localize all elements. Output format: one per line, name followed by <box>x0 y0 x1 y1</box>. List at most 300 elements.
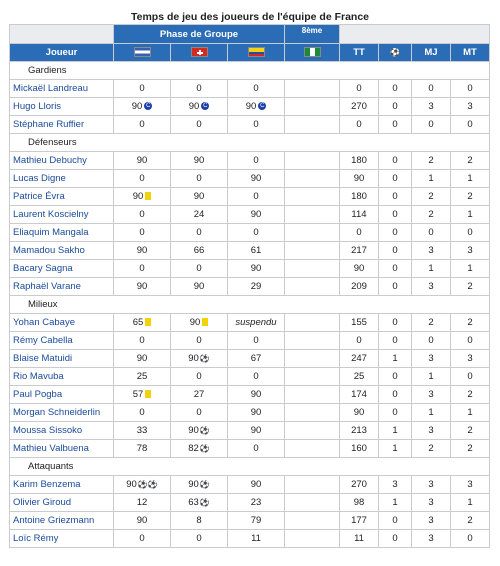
matches-played-cell: 3 <box>412 98 451 116</box>
minutes-value: 90 <box>126 479 137 490</box>
minutes-value: 90 <box>250 263 262 274</box>
matches-played-cell: 3 <box>412 530 451 548</box>
matches-started-cell: 2 <box>451 188 490 206</box>
table-row <box>10 422 490 440</box>
total-time-cell: 0 <box>340 80 379 98</box>
matches-played-cell: 2 <box>412 152 451 170</box>
player-name-link[interactable]: Rémy Cabella <box>10 332 114 350</box>
table-row <box>10 116 490 134</box>
match-minutes-cell <box>171 80 228 98</box>
player-name-link[interactable]: Morgan Schneiderlin <box>10 404 114 422</box>
minutes-value: 90 <box>250 479 262 490</box>
total-time-cell: 160 <box>340 440 379 458</box>
goal-ball-icon: ⚽ <box>199 444 210 453</box>
minutes-value: 90 <box>136 245 148 256</box>
player-name-link[interactable]: Karim Benzema <box>10 476 114 494</box>
round-of-16-header: 8ème <box>285 25 340 44</box>
match-minutes-cell <box>228 440 285 458</box>
table-row <box>10 350 490 368</box>
section-row <box>10 458 490 476</box>
minutes-value: 0 <box>139 407 145 418</box>
minutes-value: 57 <box>132 389 144 400</box>
minutes-value: 78 <box>136 443 148 454</box>
matches-started-cell: 3 <box>451 242 490 260</box>
minutes-value: 90 <box>136 515 148 526</box>
minutes-value: 0 <box>139 335 145 346</box>
total-time-cell: 180 <box>340 188 379 206</box>
matches-started-cell: 2 <box>451 512 490 530</box>
minutes-value: 90 <box>245 101 257 112</box>
yellow-card-icon <box>145 318 151 326</box>
round16-minutes-cell <box>285 368 340 386</box>
minutes-value: 0 <box>253 227 259 238</box>
minutes-value: 0 <box>253 155 259 166</box>
goal-ball-icon: ⚽ <box>199 426 210 435</box>
match-minutes-cell <box>114 260 171 278</box>
minutes-value: 0 <box>196 119 202 130</box>
minutes-value: 90 <box>193 155 205 166</box>
match-minutes-cell <box>228 494 285 512</box>
captain-icon: C <box>260 103 265 110</box>
match-minutes-cell <box>228 404 285 422</box>
round16-minutes-cell <box>285 494 340 512</box>
header-blank-right <box>340 25 490 44</box>
match-minutes-cell <box>171 332 228 350</box>
goals-cell: 0 <box>379 152 412 170</box>
round16-minutes-cell <box>285 440 340 458</box>
goals-cell: 0 <box>379 170 412 188</box>
matches-played-cell: 3 <box>412 278 451 296</box>
minutes-value: 90 <box>188 101 200 112</box>
yellow-card-icon <box>145 390 151 398</box>
match-minutes-cell <box>114 332 171 350</box>
table-row <box>10 242 490 260</box>
matches-started-cell: 0 <box>451 80 490 98</box>
player-name-link[interactable]: Mamadou Sakho <box>10 242 114 260</box>
player-name-link[interactable]: Blaise Matuidi <box>10 350 114 368</box>
match-minutes-cell <box>228 80 285 98</box>
player-name-link[interactable]: Bacary Sagna <box>10 260 114 278</box>
minutes-value: 0 <box>139 227 145 238</box>
matches-started-cell: 2 <box>451 314 490 332</box>
minutes-value: 11 <box>251 533 261 544</box>
total-time-cell: 180 <box>340 152 379 170</box>
matches-started-cell: 0 <box>451 332 490 350</box>
table-row <box>10 386 490 404</box>
honduras-flag-icon <box>134 47 151 57</box>
match-minutes-cell <box>114 404 171 422</box>
match-minutes-cell <box>114 152 171 170</box>
match-minutes-cell <box>228 170 285 188</box>
match-minutes-cell <box>228 98 285 116</box>
round16-minutes-cell <box>285 98 340 116</box>
table-row <box>10 314 490 332</box>
playing-time-table <box>9 24 490 548</box>
match-minutes-cell <box>114 512 171 530</box>
minutes-value: 0 <box>196 335 202 346</box>
goals-cell: 0 <box>379 242 412 260</box>
table-row <box>10 368 490 386</box>
matches-played-cell: 3 <box>412 476 451 494</box>
match-minutes-cell <box>228 350 285 368</box>
match-minutes-cell <box>171 512 228 530</box>
minutes-value: 65 <box>132 317 144 328</box>
match-minutes-cell <box>114 206 171 224</box>
minutes-value: 0 <box>196 533 202 544</box>
player-name-link[interactable]: Laurent Koscielny <box>10 206 114 224</box>
goals-cell: 0 <box>379 224 412 242</box>
matches-started-cell: 2 <box>451 440 490 458</box>
minutes-value: 0 <box>139 209 145 220</box>
match-minutes-cell <box>114 278 171 296</box>
matches-started-cell: 0 <box>451 530 490 548</box>
section-label: Défenseurs <box>10 134 490 152</box>
matches-started-cell: 3 <box>451 476 490 494</box>
table-row <box>10 332 490 350</box>
matches-played-cell: 3 <box>412 350 451 368</box>
matches-started-cell: 3 <box>451 350 490 368</box>
player-name-link[interactable]: Lucas Digne <box>10 170 114 188</box>
matches-started-cell: 2 <box>451 386 490 404</box>
round16-minutes-cell <box>285 530 340 548</box>
match-minutes-cell <box>171 350 228 368</box>
total-time-cell: 0 <box>340 224 379 242</box>
match-minutes-cell <box>171 386 228 404</box>
total-time-cell: 90 <box>340 170 379 188</box>
match-minutes-cell <box>171 170 228 188</box>
player-name-link[interactable]: Olivier Giroud <box>10 494 114 512</box>
match-minutes-cell <box>171 98 228 116</box>
minutes-value: 29 <box>250 281 262 292</box>
goals-cell: 0 <box>379 80 412 98</box>
round16-minutes-cell <box>285 314 340 332</box>
goals-cell: 1 <box>379 422 412 440</box>
table-row <box>10 260 490 278</box>
match-minutes-cell <box>228 530 285 548</box>
match-minutes-cell <box>114 98 171 116</box>
match-minutes-cell <box>228 206 285 224</box>
switzerland-flag-icon <box>191 47 208 57</box>
minutes-value: 90 <box>136 353 148 364</box>
match-minutes-cell <box>228 278 285 296</box>
matches-started-cell: 0 <box>451 116 490 134</box>
minutes-value: 0 <box>196 227 202 238</box>
player-name-link[interactable]: Mickaël Landreau <box>10 80 114 98</box>
round16-minutes-cell <box>285 152 340 170</box>
goals-cell: 0 <box>379 314 412 332</box>
matches-started-cell: 0 <box>451 224 490 242</box>
match-minutes-cell <box>114 350 171 368</box>
total-time-cell: 25 <box>340 368 379 386</box>
match-minutes-cell <box>228 116 285 134</box>
match-minutes-cell <box>114 530 171 548</box>
minutes-value: 82 <box>188 443 199 454</box>
yellow-card-icon <box>145 192 151 200</box>
match-minutes-cell <box>171 152 228 170</box>
section-label: Gardiens <box>10 62 490 80</box>
round16-minutes-cell <box>285 242 340 260</box>
matches-played-cell: 3 <box>412 242 451 260</box>
match-minutes-cell <box>228 260 285 278</box>
goals-cell: 0 <box>379 332 412 350</box>
goals-column-header <box>379 44 412 62</box>
match-minutes-cell <box>171 422 228 440</box>
player-name-link[interactable]: Paul Pogba <box>10 386 114 404</box>
match-minutes-cell <box>171 260 228 278</box>
round16-minutes-cell <box>285 386 340 404</box>
total-time-cell: 213 <box>340 422 379 440</box>
minutes-value: 24 <box>193 209 205 220</box>
goals-cell: 0 <box>379 512 412 530</box>
match-minutes-cell <box>114 494 171 512</box>
match-minutes-cell <box>228 242 285 260</box>
table-row <box>10 278 490 296</box>
total-time-cell: 90 <box>340 260 379 278</box>
minutes-value: 33 <box>136 425 148 436</box>
matches-started-cell: 1 <box>451 170 490 188</box>
matches-played-cell: 2 <box>412 314 451 332</box>
matches-played-cell: 2 <box>412 188 451 206</box>
goals-cell: 0 <box>379 530 412 548</box>
minutes-value: 8 <box>196 515 202 526</box>
round16-minutes-cell <box>285 224 340 242</box>
ecuador-column-header <box>228 44 285 62</box>
round16-minutes-cell <box>285 116 340 134</box>
matches-played-cell: 3 <box>412 386 451 404</box>
minutes-value: 90 <box>189 317 201 328</box>
match-minutes-cell <box>114 386 171 404</box>
minutes-value: 0 <box>139 263 145 274</box>
match-minutes-cell <box>114 170 171 188</box>
round16-minutes-cell <box>285 188 340 206</box>
match-minutes-cell <box>228 314 285 332</box>
table-row <box>10 404 490 422</box>
match-minutes-cell <box>171 440 228 458</box>
match-minutes-cell <box>171 368 228 386</box>
player-name-link[interactable]: Mathieu Valbuena <box>10 440 114 458</box>
section-row <box>10 134 490 152</box>
table-row <box>10 224 490 242</box>
minutes-value: 0 <box>196 173 202 184</box>
goals-cell: 0 <box>379 404 412 422</box>
minutes-value: 0 <box>196 371 202 382</box>
goals-cell: 0 <box>379 368 412 386</box>
match-minutes-cell <box>171 278 228 296</box>
match-minutes-cell <box>228 512 285 530</box>
goals-cell: 0 <box>379 260 412 278</box>
total-time-cell: 98 <box>340 494 379 512</box>
section-row <box>10 62 490 80</box>
player-column-header: Joueur <box>10 44 114 62</box>
total-time-cell: 247 <box>340 350 379 368</box>
group-phase-header: Phase de Groupe <box>114 25 285 44</box>
goal-ball-icon: ⚽ <box>199 354 210 363</box>
table-row <box>10 80 490 98</box>
matches-started-cell: 1 <box>451 206 490 224</box>
matches-started-cell: 1 <box>451 260 490 278</box>
nigeria-column-header <box>285 44 340 62</box>
player-name-link[interactable]: Raphaël Varane <box>10 278 114 296</box>
goals-cell: 1 <box>379 440 412 458</box>
table-row <box>10 206 490 224</box>
player-name-link[interactable]: Rio Mavuba <box>10 368 114 386</box>
minutes-value: 90 <box>250 209 262 220</box>
match-minutes-cell <box>171 242 228 260</box>
matches-started-cell: 3 <box>451 98 490 116</box>
matches-played-cell: 1 <box>412 260 451 278</box>
matches-played-cell: 1 <box>412 404 451 422</box>
match-minutes-cell <box>171 314 228 332</box>
goals-cell: 0 <box>379 386 412 404</box>
total-time-cell: 174 <box>340 386 379 404</box>
table-row <box>10 476 490 494</box>
player-name-link[interactable]: Loïc Rémy <box>10 530 114 548</box>
goals-cell: 1 <box>379 350 412 368</box>
minutes-value: 90 <box>136 155 148 166</box>
minutes-value: 90 <box>250 173 262 184</box>
match-minutes-cell <box>171 206 228 224</box>
goals-cell: 3 <box>379 476 412 494</box>
minutes-value: 0 <box>253 443 259 454</box>
minutes-value: 0 <box>139 173 145 184</box>
matches-played-cell: 3 <box>412 494 451 512</box>
match-minutes-cell <box>171 530 228 548</box>
total-time-cell: 11 <box>340 530 379 548</box>
match-minutes-cell <box>228 386 285 404</box>
match-minutes-cell <box>114 440 171 458</box>
total-time-cell: 209 <box>340 278 379 296</box>
round16-minutes-cell <box>285 170 340 188</box>
match-minutes-cell <box>228 332 285 350</box>
match-minutes-cell <box>171 494 228 512</box>
player-name-link[interactable]: Mathieu Debuchy <box>10 152 114 170</box>
table-row <box>10 494 490 512</box>
match-minutes-cell <box>114 476 171 494</box>
matches-played-cell: 0 <box>412 80 451 98</box>
matches-played-cell: 1 <box>412 170 451 188</box>
minutes-value: 0 <box>253 119 259 130</box>
captain-icon: C <box>203 103 208 110</box>
captain-icon: C <box>146 103 151 110</box>
match-minutes-cell <box>171 404 228 422</box>
player-name-link[interactable]: Stéphane Ruffier <box>10 116 114 134</box>
matches-started-cell: 2 <box>451 278 490 296</box>
match-minutes-cell <box>114 224 171 242</box>
match-minutes-cell <box>228 422 285 440</box>
minutes-value: 0 <box>253 335 259 346</box>
match-minutes-cell <box>114 368 171 386</box>
match-minutes-cell <box>114 116 171 134</box>
match-minutes-cell <box>114 314 171 332</box>
goal-ball-icon: ⚽⚽ <box>137 480 158 489</box>
honduras-column-header <box>114 44 171 62</box>
match-minutes-cell <box>228 368 285 386</box>
player-name-link[interactable]: Eliaquim Mangala <box>10 224 114 242</box>
match-minutes-cell <box>114 80 171 98</box>
minutes-value: 0 <box>253 83 259 94</box>
matches-started-cell: 1 <box>451 404 490 422</box>
minutes-value: 90 <box>136 281 148 292</box>
minutes-value: 0 <box>196 83 202 94</box>
mt-column-header: MT <box>451 44 490 62</box>
minutes-value: 25 <box>136 371 148 382</box>
total-time-cell: 177 <box>340 512 379 530</box>
total-time-cell: 90 <box>340 404 379 422</box>
match-minutes-cell <box>228 476 285 494</box>
player-name-link[interactable]: Moussa Sissoko <box>10 422 114 440</box>
round16-minutes-cell <box>285 404 340 422</box>
matches-played-cell: 0 <box>412 332 451 350</box>
goals-cell: 0 <box>379 116 412 134</box>
minutes-value: 0 <box>253 371 259 382</box>
nigeria-flag-icon <box>304 47 321 57</box>
table-row <box>10 152 490 170</box>
minutes-value: 0 <box>196 407 202 418</box>
total-time-cell: 270 <box>340 98 379 116</box>
matches-played-cell: 2 <box>412 206 451 224</box>
match-minutes-cell <box>114 188 171 206</box>
switzerland-column-header <box>171 44 228 62</box>
table-row <box>10 98 490 116</box>
matches-played-cell: 0 <box>412 224 451 242</box>
player-name-link[interactable]: Patrice Évra <box>10 188 114 206</box>
player-name-link[interactable]: Hugo Lloris <box>10 98 114 116</box>
goals-cell: 0 <box>379 98 412 116</box>
minutes-value: 90 <box>193 191 205 202</box>
matches-started-cell: 2 <box>451 422 490 440</box>
minutes-value: suspendu <box>235 317 277 328</box>
round16-minutes-cell <box>285 206 340 224</box>
minutes-value: 61 <box>250 245 262 256</box>
round16-minutes-cell <box>285 476 340 494</box>
table-row <box>10 530 490 548</box>
matches-played-cell: 0 <box>412 116 451 134</box>
total-time-cell: 0 <box>340 116 379 134</box>
section-label: Milieux <box>10 296 490 314</box>
table-row <box>10 188 490 206</box>
table-row <box>10 170 490 188</box>
section-row <box>10 296 490 314</box>
minutes-value: 90 <box>250 389 262 400</box>
matches-started-cell: 0 <box>451 368 490 386</box>
player-name-link[interactable]: Yohan Cabaye <box>10 314 114 332</box>
round16-minutes-cell <box>285 422 340 440</box>
goals-cell: 0 <box>379 278 412 296</box>
minutes-value: 90 <box>131 101 143 112</box>
matches-played-cell: 2 <box>412 440 451 458</box>
minutes-value: 12 <box>136 497 148 508</box>
match-minutes-cell <box>171 188 228 206</box>
minutes-value: 90 <box>132 191 144 202</box>
minutes-value: 79 <box>250 515 262 526</box>
table-row <box>10 440 490 458</box>
matches-played-cell: 3 <box>412 512 451 530</box>
match-minutes-cell <box>228 152 285 170</box>
matches-started-cell: 2 <box>451 152 490 170</box>
round16-minutes-cell <box>285 512 340 530</box>
minutes-value: 90 <box>188 425 199 436</box>
minutes-value: 67 <box>250 353 262 364</box>
minutes-value: 27 <box>193 389 205 400</box>
minutes-value: 0 <box>139 119 145 130</box>
match-minutes-cell <box>228 224 285 242</box>
mj-column-header: MJ <box>412 44 451 62</box>
player-name-link[interactable]: Antoine Griezmann <box>10 512 114 530</box>
minutes-value: 0 <box>196 263 202 274</box>
minutes-value: 90 <box>188 353 199 364</box>
match-minutes-cell <box>171 116 228 134</box>
round16-minutes-cell <box>285 278 340 296</box>
